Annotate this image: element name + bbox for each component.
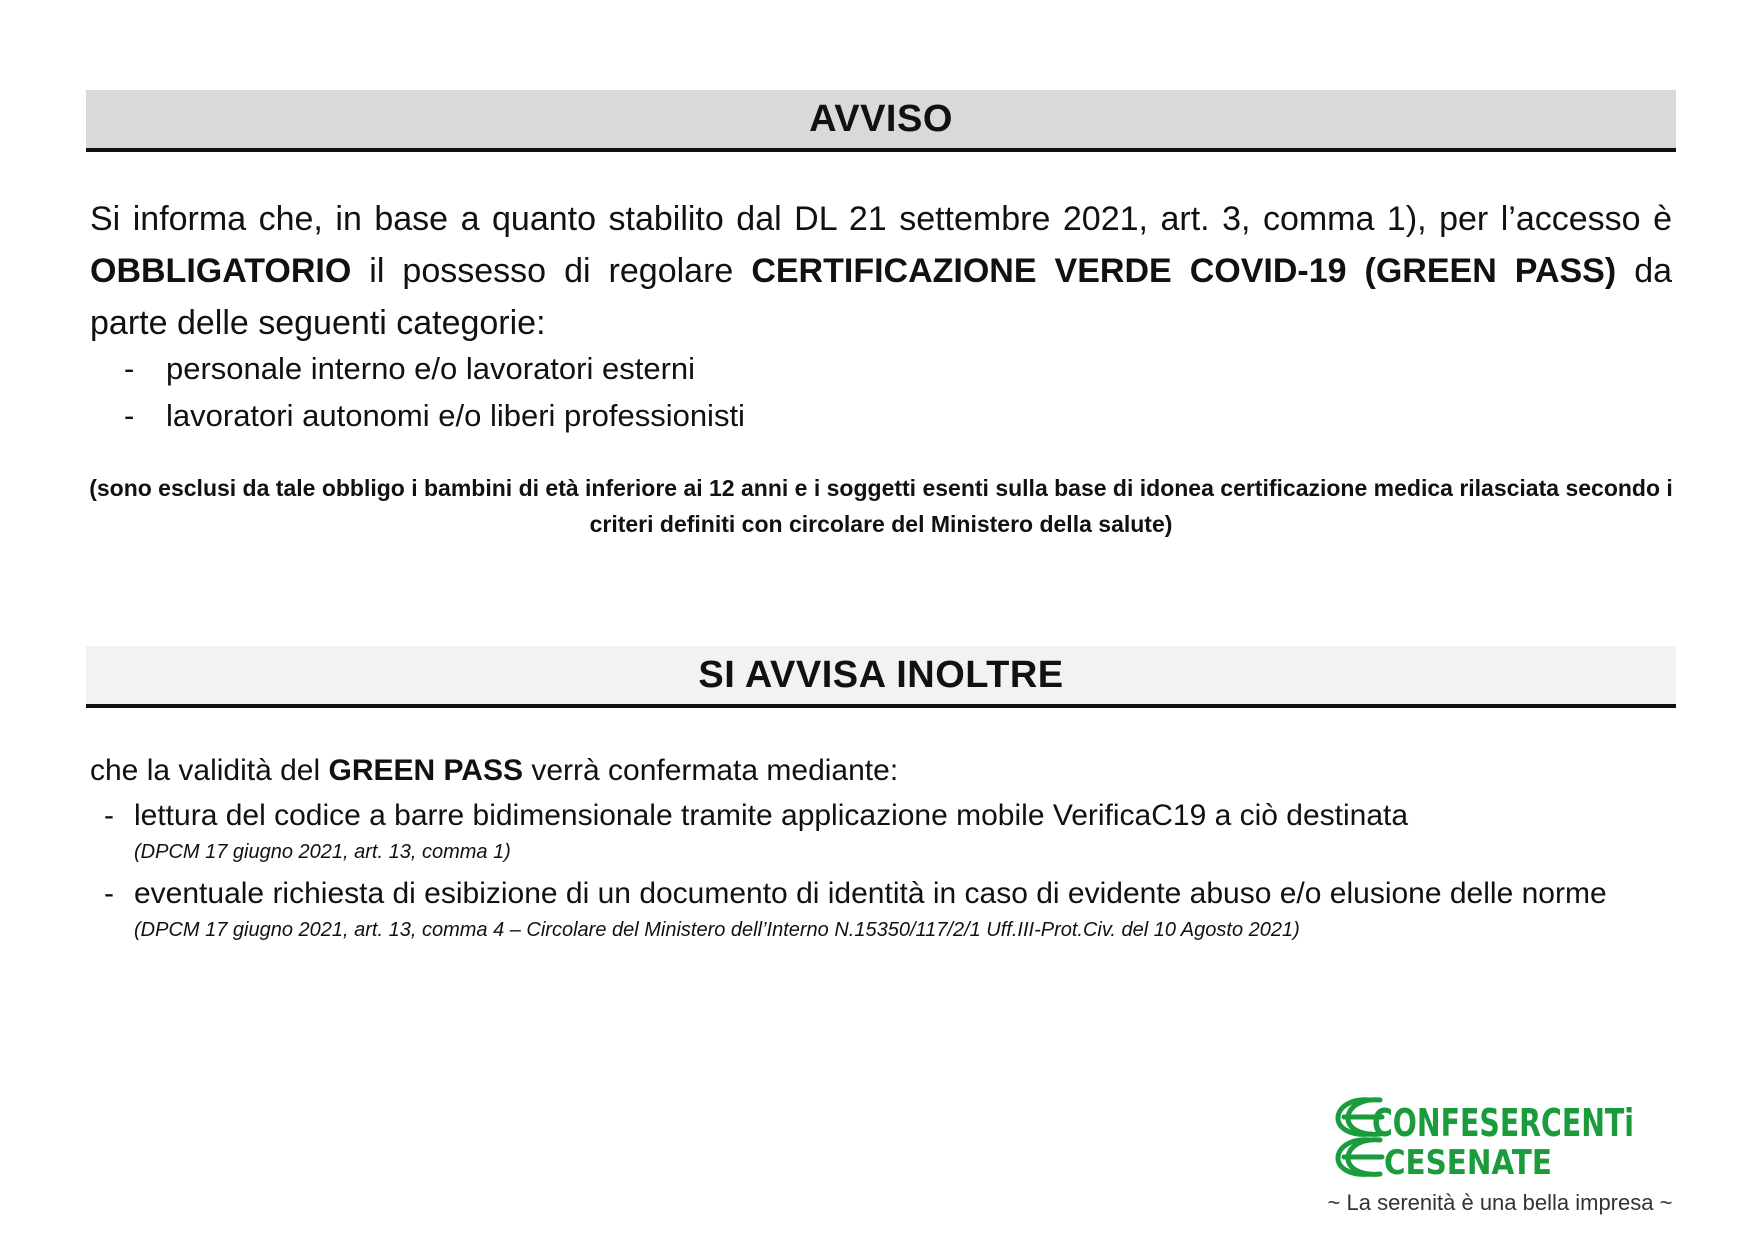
intro-text-3: da parte delle seguenti categorie: (90, 252, 1673, 342)
categories-list (124, 345, 745, 439)
section-header-si-avvisa-inoltre (86, 646, 1676, 708)
validity-text-1: che la validità del (90, 754, 329, 787)
list-item (124, 345, 745, 392)
intro-bold-obbligatorio: OBBLIGATORIO (90, 252, 352, 290)
list-item-text: lavoratori autonomi e/o liberi professionisti (166, 398, 745, 433)
list-item-text: personale interno e/o lavoratori esterni (166, 351, 696, 386)
section-header-avviso (86, 90, 1676, 152)
intro-text-1: Si informa che, in base a quanto stabilito dal DL 21 settembre 2021, art. 3, comma 1), per l’accesso è (90, 200, 1672, 238)
intro-paragraph (90, 193, 1672, 349)
validity-text-2: verrà confermata mediante: (522, 754, 899, 787)
list-item (104, 872, 1674, 944)
list-dash: - (124, 351, 135, 386)
list-item-text: eventuale richiesta di esibizione di un documento di identità in caso di evidente abuso e/o elusione delle norme (134, 877, 1607, 910)
list-dash: - (124, 398, 135, 433)
validity-bold-green-pass: GREEN PASS (328, 754, 523, 787)
intro-bold-certificazione: CERTIFICAZIONE VERDE COVID-19 (GREEN PASS) (751, 252, 1617, 290)
logo-line-2: CESENATE (1384, 1143, 1552, 1183)
list-dash: - (104, 877, 114, 910)
legal-reference: (DPCM 17 giugno 2021, art. 13, comma 4 – Circolare del Ministero dell’Interno N.15350/117/2/1 Uff.III-Prot.Civ. del 10 Agosto 2021) (134, 919, 1300, 941)
list-item (124, 392, 745, 439)
list-dash: - (104, 799, 114, 832)
slogan: ~ La serenità è una bella impresa ~ (1327, 1190, 1673, 1215)
exemption-note: (sono esclusi da tale obbligo i bambini di età inferiore ai 12 anni e i soggetti esenti sulla base di idonea certificazione medica rilasciata secondo i criteri definiti con circolare del Ministero della salute) (89, 475, 1673, 537)
intro-text-2: il possesso di regolare (351, 252, 752, 290)
section-title: SI AVVISA INOLTRE (698, 653, 1064, 696)
list-item (104, 794, 1674, 866)
logo-line-1: CONFESERCENTi (1372, 1101, 1634, 1145)
list-item-text: lettura del codice a barre bidimensionale tramite applicazione mobile VerificaC19 a ciò destinata (134, 799, 1409, 832)
section-title: AVVISO (809, 97, 953, 140)
validity-intro (90, 750, 898, 792)
legal-reference: (DPCM 17 giugno 2021, art. 13, comma 1) (134, 841, 511, 863)
